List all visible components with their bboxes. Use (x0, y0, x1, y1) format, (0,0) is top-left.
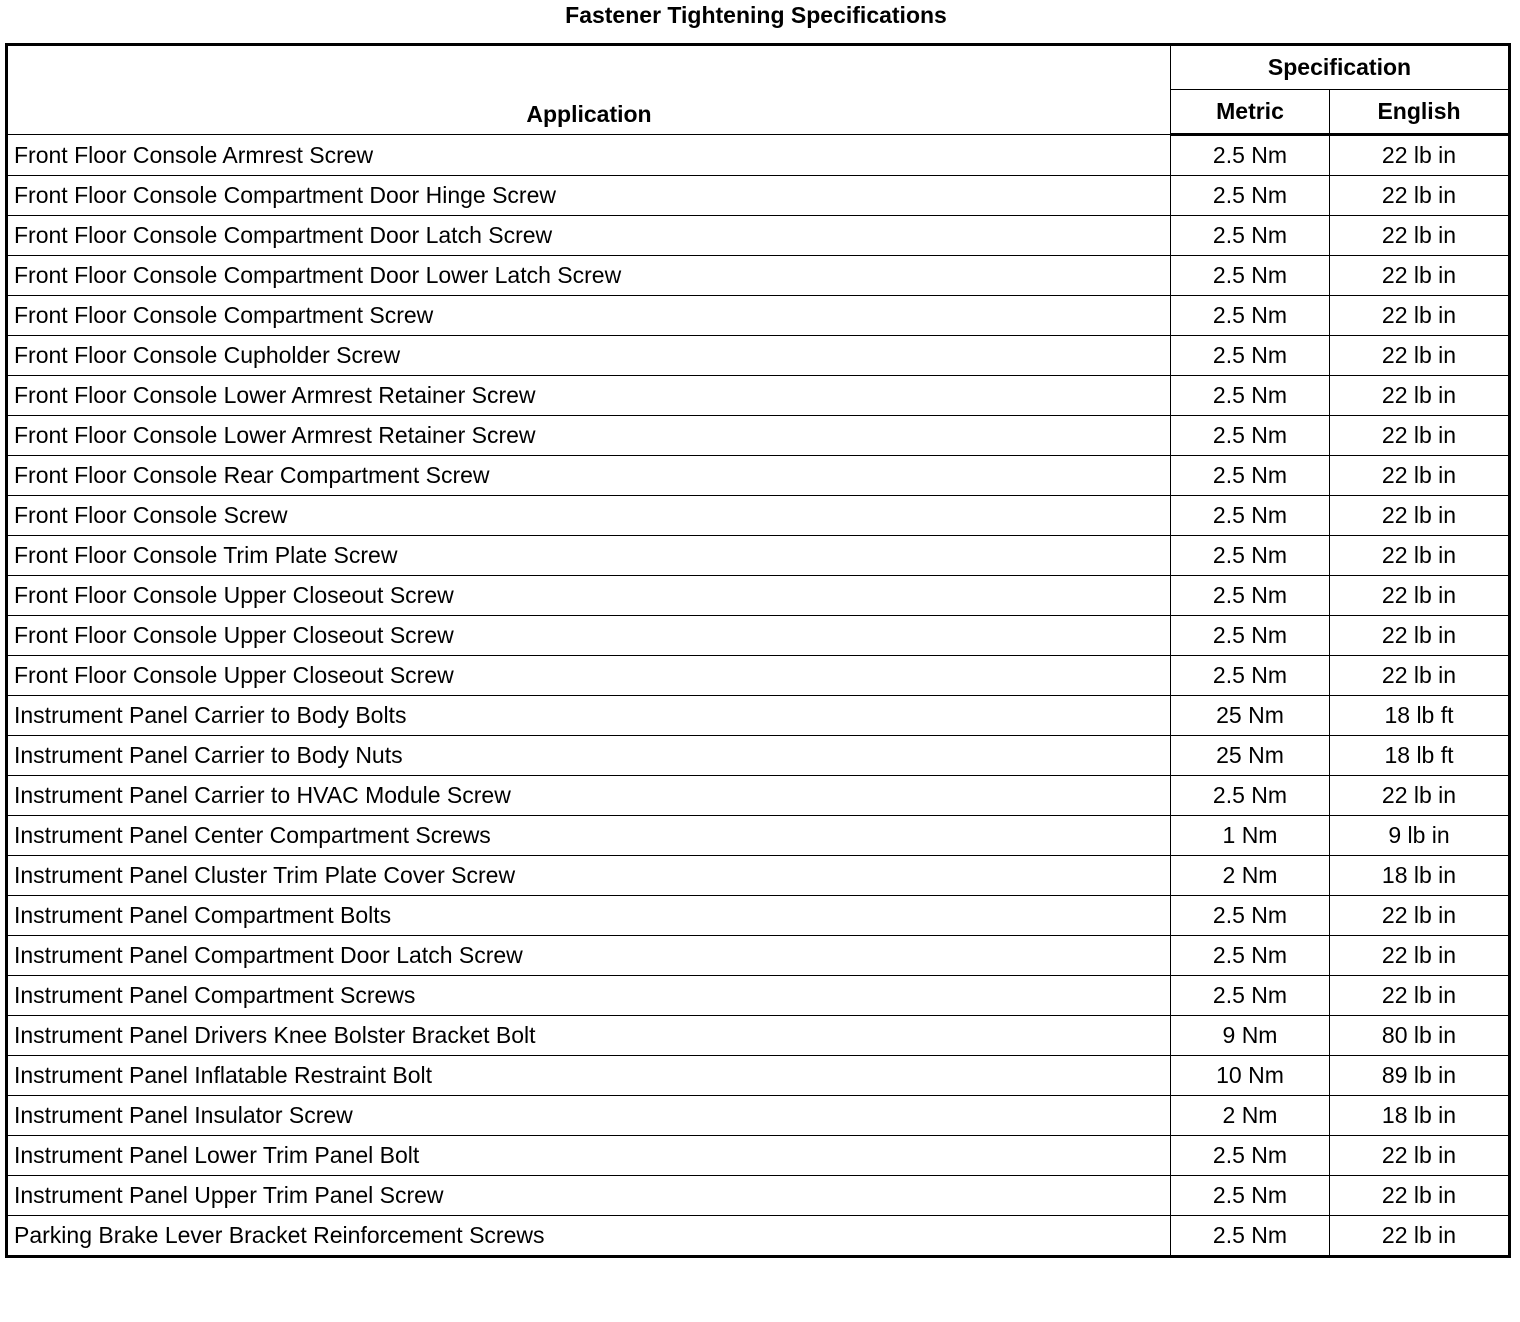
metric-cell: 2.5 Nm (1171, 496, 1330, 536)
application-cell: Instrument Panel Carrier to Body Bolts (7, 696, 1171, 736)
english-cell: 22 lb in (1330, 456, 1510, 496)
application-cell: Instrument Panel Compartment Screws (7, 976, 1171, 1016)
table-row (7, 976, 1510, 1016)
metric-cell: 1 Nm (1171, 816, 1330, 856)
table-row (7, 496, 1510, 536)
metric-cell: 2.5 Nm (1171, 176, 1330, 216)
application-cell: Parking Brake Lever Bracket Reinforcement Screws (7, 1216, 1171, 1257)
application-cell: Front Floor Console Armrest Screw (7, 135, 1171, 176)
english-cell: 22 lb in (1330, 976, 1510, 1016)
table-row (7, 456, 1510, 496)
application-cell: Front Floor Console Compartment Door Latch Screw (7, 216, 1171, 256)
table-row (7, 176, 1510, 216)
table-row (7, 336, 1510, 376)
metric-cell: 2.5 Nm (1171, 936, 1330, 976)
metric-cell: 9 Nm (1171, 1016, 1330, 1056)
table-row (7, 736, 1510, 776)
metric-cell: 2.5 Nm (1171, 776, 1330, 816)
table-row (7, 1176, 1510, 1216)
table-row (7, 1216, 1510, 1257)
table-row (7, 416, 1510, 456)
application-cell: Instrument Panel Lower Trim Panel Bolt (7, 1136, 1171, 1176)
application-cell: Instrument Panel Cluster Trim Plate Cover Screw (7, 856, 1171, 896)
application-cell: Front Floor Console Trim Plate Screw (7, 536, 1171, 576)
english-cell: 22 lb in (1330, 776, 1510, 816)
english-cell: 22 lb in (1330, 296, 1510, 336)
application-cell: Instrument Panel Upper Trim Panel Screw (7, 1176, 1171, 1216)
application-cell: Front Floor Console Compartment Screw (7, 296, 1171, 336)
application-cell: Instrument Panel Compartment Door Latch Screw (7, 936, 1171, 976)
english-cell: 22 lb in (1330, 496, 1510, 536)
english-cell: 22 lb in (1330, 1136, 1510, 1176)
page-title: Fastener Tightening Specifications (565, 2, 947, 28)
table-row (7, 1056, 1510, 1096)
table-row (7, 776, 1510, 816)
fastener-spec-table (5, 43, 1511, 1258)
metric-cell: 2.5 Nm (1171, 456, 1330, 496)
metric-cell: 2.5 Nm (1171, 135, 1330, 176)
english-cell: 22 lb in (1330, 896, 1510, 936)
metric-column-header: Metric (1171, 90, 1330, 135)
metric-cell: 2.5 Nm (1171, 656, 1330, 696)
table-row (7, 896, 1510, 936)
metric-cell: 2.5 Nm (1171, 976, 1330, 1016)
metric-cell: 2.5 Nm (1171, 1136, 1330, 1176)
metric-cell: 2 Nm (1171, 856, 1330, 896)
table-row (7, 376, 1510, 416)
english-cell: 80 lb in (1330, 1016, 1510, 1056)
table-row (7, 936, 1510, 976)
application-cell: Front Floor Console Compartment Door Lower Latch Screw (7, 256, 1171, 296)
application-cell: Instrument Panel Drivers Knee Bolster Bracket Bolt (7, 1016, 1171, 1056)
application-cell: Instrument Panel Compartment Bolts (7, 896, 1171, 936)
english-cell: 22 lb in (1330, 576, 1510, 616)
metric-cell: 2.5 Nm (1171, 256, 1330, 296)
metric-cell: 2.5 Nm (1171, 1216, 1330, 1257)
metric-cell: 10 Nm (1171, 1056, 1330, 1096)
specification-group-header: Specification (1171, 45, 1510, 90)
application-cell: Front Floor Console Rear Compartment Screw (7, 456, 1171, 496)
table-row (7, 856, 1510, 896)
english-cell: 9 lb in (1330, 816, 1510, 856)
application-cell: Front Floor Console Upper Closeout Screw (7, 576, 1171, 616)
application-cell: Front Floor Console Cupholder Screw (7, 336, 1171, 376)
table-row (7, 216, 1510, 256)
english-cell: 22 lb in (1330, 536, 1510, 576)
metric-cell: 25 Nm (1171, 736, 1330, 776)
english-cell: 22 lb in (1330, 416, 1510, 456)
table-row (7, 816, 1510, 856)
english-cell: 18 lb in (1330, 856, 1510, 896)
english-cell: 18 lb in (1330, 1096, 1510, 1136)
metric-cell: 2.5 Nm (1171, 576, 1330, 616)
english-column-header: English (1330, 90, 1510, 135)
english-cell: 22 lb in (1330, 616, 1510, 656)
english-cell: 18 lb ft (1330, 696, 1510, 736)
application-cell: Front Floor Console Upper Closeout Screw (7, 656, 1171, 696)
table-row (7, 1096, 1510, 1136)
table-row (7, 696, 1510, 736)
metric-cell: 2 Nm (1171, 1096, 1330, 1136)
table-row (7, 576, 1510, 616)
metric-cell: 2.5 Nm (1171, 896, 1330, 936)
table-row (7, 296, 1510, 336)
english-cell: 22 lb in (1330, 656, 1510, 696)
english-cell: 22 lb in (1330, 135, 1510, 176)
english-cell: 22 lb in (1330, 1216, 1510, 1257)
metric-cell: 2.5 Nm (1171, 216, 1330, 256)
application-cell: Instrument Panel Inflatable Restraint Bolt (7, 1056, 1171, 1096)
english-cell: 22 lb in (1330, 256, 1510, 296)
english-cell: 22 lb in (1330, 376, 1510, 416)
metric-cell: 25 Nm (1171, 696, 1330, 736)
application-cell: Instrument Panel Center Compartment Screws (7, 816, 1171, 856)
english-cell: 22 lb in (1330, 936, 1510, 976)
metric-cell: 2.5 Nm (1171, 1176, 1330, 1216)
table-row (7, 656, 1510, 696)
application-column-header: Application (7, 45, 1171, 135)
table-row (7, 256, 1510, 296)
table-row (7, 536, 1510, 576)
application-cell: Front Floor Console Lower Armrest Retainer Screw (7, 376, 1171, 416)
application-cell: Front Floor Console Compartment Door Hinge Screw (7, 176, 1171, 216)
metric-cell: 2.5 Nm (1171, 416, 1330, 456)
application-cell: Front Floor Console Lower Armrest Retainer Screw (7, 416, 1171, 456)
application-cell: Instrument Panel Insulator Screw (7, 1096, 1171, 1136)
application-cell: Front Floor Console Screw (7, 496, 1171, 536)
table-body (7, 135, 1510, 1257)
table-row (7, 616, 1510, 656)
table-row (7, 1136, 1510, 1176)
application-cell: Front Floor Console Upper Closeout Screw (7, 616, 1171, 656)
table-header (7, 45, 1510, 135)
english-cell: 22 lb in (1330, 1176, 1510, 1216)
metric-cell: 2.5 Nm (1171, 616, 1330, 656)
english-cell: 22 lb in (1330, 176, 1510, 216)
english-cell: 22 lb in (1330, 336, 1510, 376)
metric-cell: 2.5 Nm (1171, 376, 1330, 416)
table-row (7, 1016, 1510, 1056)
application-cell: Instrument Panel Carrier to HVAC Module Screw (7, 776, 1171, 816)
english-cell: 22 lb in (1330, 216, 1510, 256)
metric-cell: 2.5 Nm (1171, 336, 1330, 376)
table-row (7, 135, 1510, 176)
application-cell: Instrument Panel Carrier to Body Nuts (7, 736, 1171, 776)
english-cell: 18 lb ft (1330, 736, 1510, 776)
metric-cell: 2.5 Nm (1171, 296, 1330, 336)
metric-cell: 2.5 Nm (1171, 536, 1330, 576)
english-cell: 89 lb in (1330, 1056, 1510, 1096)
